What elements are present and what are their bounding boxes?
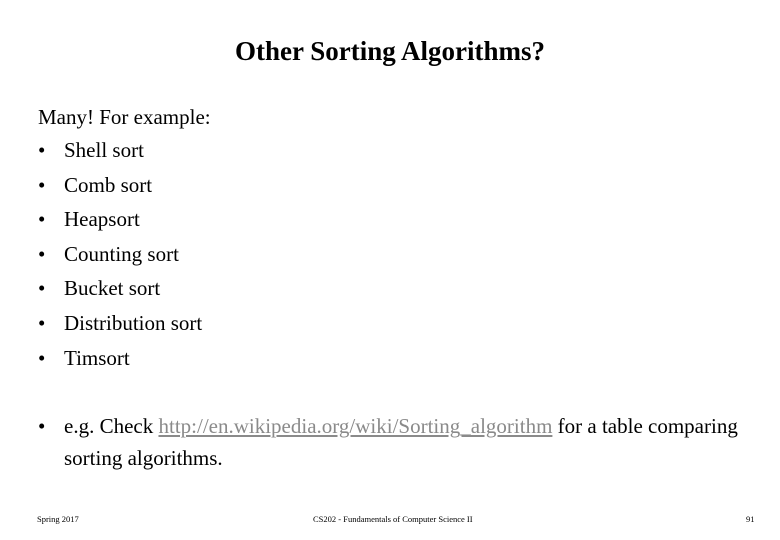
wikipedia-link[interactable]: http://en.wikipedia.org/wiki/Sorting_algorithm: [158, 414, 553, 438]
note-prefix: e.g. Check: [64, 414, 159, 438]
footer-course: CS202 - Fundamentals of Computer Science II: [313, 514, 473, 524]
bullet-icon: •: [38, 345, 46, 370]
list-item: [38, 202, 202, 237]
algorithm-list: [38, 133, 202, 375]
list-item: [38, 341, 202, 376]
list-item: [38, 306, 202, 341]
list-item-label: Timsort: [64, 345, 130, 370]
bullet-icon: •: [38, 172, 46, 197]
intro-text: Many! For example:: [38, 105, 211, 129]
list-item: [38, 133, 202, 168]
footer-date: Spring 2017: [37, 514, 79, 524]
list-item-label: Shell sort: [64, 138, 144, 162]
list-item-label: Counting sort: [64, 241, 179, 266]
reference-note: [38, 410, 753, 474]
bullet-icon: •: [38, 241, 46, 266]
list-item: [38, 168, 202, 203]
bullet-icon: •: [38, 414, 46, 438]
bullet-icon: •: [38, 138, 46, 162]
note-suffix: for a table comparing sorting algorithms.: [64, 414, 738, 470]
list-item-label: Heapsort: [64, 207, 140, 232]
list-item: [38, 271, 202, 306]
slide-title: Other Sorting Algorithms?: [235, 36, 545, 66]
list-item: [38, 237, 202, 272]
list-item-label: Comb sort: [64, 172, 153, 197]
bullet-icon: •: [38, 310, 46, 335]
bullet-icon: •: [38, 207, 46, 232]
reference-note-text: [64, 410, 753, 474]
bullet-icon: •: [38, 276, 46, 301]
list-item-label: Bucket sort: [64, 276, 161, 301]
list-item-label: Distribution sort: [64, 310, 203, 335]
footer-page-number: 91: [746, 514, 755, 524]
